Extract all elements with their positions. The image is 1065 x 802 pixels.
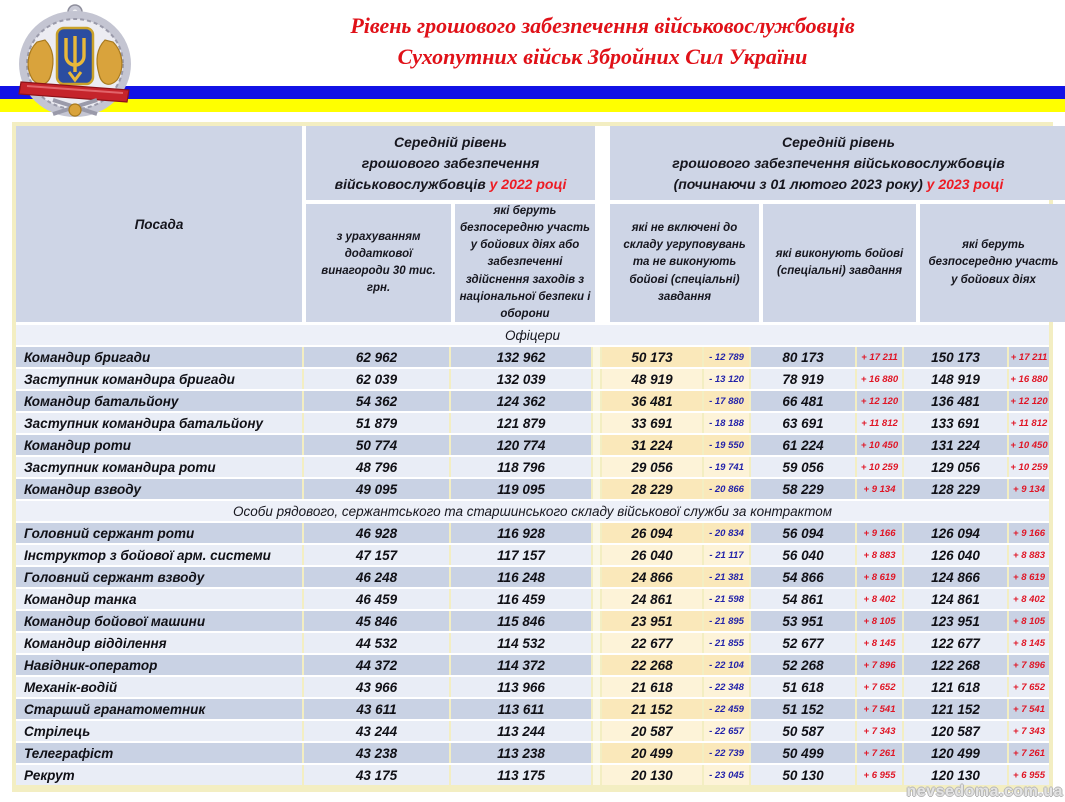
value-2022-combat: 116 459 bbox=[451, 589, 591, 609]
flag-stripe-yellow bbox=[0, 99, 1065, 112]
value-2023-combat: 136 481 bbox=[904, 391, 1007, 411]
table-row bbox=[16, 699, 1049, 719]
value-2023-excluded: 28 229 bbox=[602, 479, 702, 499]
group-spacer bbox=[593, 523, 600, 543]
value-2023-combat: 120 499 bbox=[904, 743, 1007, 763]
value-2022-base: 43 244 bbox=[304, 721, 449, 741]
position-label: Навідник-оператор bbox=[16, 655, 302, 675]
value-2022-combat: 115 846 bbox=[451, 611, 591, 631]
value-2023-combat: 126 094 bbox=[904, 523, 1007, 543]
value-2023-tasks: 56 094 bbox=[751, 523, 855, 543]
value-2023-tasks: 63 691 bbox=[751, 413, 855, 433]
delta-2023-combat: + 12 120 bbox=[1009, 391, 1049, 411]
position-label: Телеграфіст bbox=[16, 743, 302, 763]
delta-2023-combat: + 11 812 bbox=[1009, 413, 1049, 433]
page-title bbox=[150, 10, 1055, 72]
delta-2023-combat: + 8 619 bbox=[1009, 567, 1049, 587]
header-2023-tasks: які виконують бойові (спеціальні) завдання bbox=[763, 204, 916, 322]
value-2022-combat: 117 157 bbox=[451, 545, 591, 565]
table-row bbox=[16, 347, 1049, 367]
delta-2023-excluded: - 21 895 bbox=[704, 611, 749, 631]
table-row bbox=[16, 479, 1049, 499]
delta-2023-tasks: + 8 619 bbox=[857, 567, 902, 587]
delta-2023-tasks: + 7 343 bbox=[857, 721, 902, 741]
value-2023-tasks: 51 152 bbox=[751, 699, 855, 719]
table-row bbox=[16, 545, 1049, 565]
value-2022-combat: 132 039 bbox=[451, 369, 591, 389]
value-2023-combat: 128 229 bbox=[904, 479, 1007, 499]
group-spacer bbox=[593, 721, 600, 741]
value-2022-combat: 113 611 bbox=[451, 699, 591, 719]
value-2023-excluded: 26 040 bbox=[602, 545, 702, 565]
value-2022-base: 62 962 bbox=[304, 347, 449, 367]
value-2023-excluded: 20 499 bbox=[602, 743, 702, 763]
value-2022-combat: 113 244 bbox=[451, 721, 591, 741]
position-label: Механік-водій bbox=[16, 677, 302, 697]
delta-2023-tasks: + 7 261 bbox=[857, 743, 902, 763]
value-2023-combat: 148 919 bbox=[904, 369, 1007, 389]
delta-2023-excluded: - 21 855 bbox=[704, 633, 749, 653]
header-group-2022-l3: військовослужбовців bbox=[334, 175, 486, 192]
value-2023-excluded: 26 094 bbox=[602, 523, 702, 543]
header-group-2023-l1: Середній рівень bbox=[782, 133, 895, 150]
value-2023-tasks: 61 224 bbox=[751, 435, 855, 455]
value-2023-excluded: 31 224 bbox=[602, 435, 702, 455]
position-label: Командир відділення bbox=[16, 633, 302, 653]
value-2023-excluded: 33 691 bbox=[602, 413, 702, 433]
position-label: Командир бойової машини bbox=[16, 611, 302, 631]
value-2022-base: 43 238 bbox=[304, 743, 449, 763]
delta-2023-combat: + 16 880 bbox=[1009, 369, 1049, 389]
delta-2023-excluded: - 21 598 bbox=[704, 589, 749, 609]
value-2022-combat: 113 966 bbox=[451, 677, 591, 697]
delta-2023-combat: + 7 896 bbox=[1009, 655, 1049, 675]
table-row bbox=[16, 765, 1049, 785]
value-2022-base: 51 879 bbox=[304, 413, 449, 433]
delta-2023-tasks: + 7 896 bbox=[857, 655, 902, 675]
value-2023-combat: 124 861 bbox=[904, 589, 1007, 609]
value-2023-tasks: 52 677 bbox=[751, 633, 855, 653]
value-2022-base: 62 039 bbox=[304, 369, 449, 389]
value-2023-excluded: 24 866 bbox=[602, 567, 702, 587]
group-spacer bbox=[593, 743, 600, 763]
value-2023-tasks: 54 861 bbox=[751, 589, 855, 609]
value-2022-base: 48 796 bbox=[304, 457, 449, 477]
value-2023-combat: 121 618 bbox=[904, 677, 1007, 697]
value-2022-base: 43 966 bbox=[304, 677, 449, 697]
delta-2023-excluded: - 20 866 bbox=[704, 479, 749, 499]
value-2022-base: 49 095 bbox=[304, 479, 449, 499]
table-header bbox=[16, 126, 1059, 325]
position-label: Командир танка bbox=[16, 589, 302, 609]
delta-2023-combat: + 7 652 bbox=[1009, 677, 1049, 697]
group-spacer bbox=[593, 567, 600, 587]
value-2023-combat: 123 951 bbox=[904, 611, 1007, 631]
delta-2023-excluded: - 22 348 bbox=[704, 677, 749, 697]
value-2022-combat: 121 879 bbox=[451, 413, 591, 433]
value-2023-excluded: 22 677 bbox=[602, 633, 702, 653]
delta-2023-excluded: - 22 104 bbox=[704, 655, 749, 675]
delta-2023-excluded: - 12 789 bbox=[704, 347, 749, 367]
group-spacer bbox=[593, 479, 600, 499]
delta-2023-combat: + 9 166 bbox=[1009, 523, 1049, 543]
delta-2023-tasks: + 16 880 bbox=[857, 369, 902, 389]
delta-2023-excluded: - 22 657 bbox=[704, 721, 749, 741]
delta-2023-combat: + 8 883 bbox=[1009, 545, 1049, 565]
value-2022-combat: 114 372 bbox=[451, 655, 591, 675]
table-row bbox=[16, 435, 1049, 455]
header-2023-excluded: які не включені до складу угруповувань та не виконують бойові (спеціальні) завдання bbox=[610, 204, 759, 322]
table-row bbox=[16, 655, 1049, 675]
position-label: Головний сержант роти bbox=[16, 523, 302, 543]
position-label: Заступник командира бригади bbox=[16, 369, 302, 389]
value-2023-combat: 129 056 bbox=[904, 457, 1007, 477]
delta-2023-excluded: - 18 188 bbox=[704, 413, 749, 433]
value-2023-tasks: 52 268 bbox=[751, 655, 855, 675]
value-2022-base: 46 928 bbox=[304, 523, 449, 543]
value-2023-tasks: 51 618 bbox=[751, 677, 855, 697]
delta-2023-combat: + 10 450 bbox=[1009, 435, 1049, 455]
table-row bbox=[16, 523, 1049, 543]
group-spacer bbox=[593, 391, 600, 411]
delta-2023-tasks: + 17 211 bbox=[857, 347, 902, 367]
delta-2023-tasks: + 9 134 bbox=[857, 479, 902, 499]
value-2022-combat: 113 238 bbox=[451, 743, 591, 763]
position-label: Рекрут bbox=[16, 765, 302, 785]
page-title-line2: Сухопутних військ Збройних Сил України bbox=[397, 44, 808, 70]
section-header-row: Особи рядового, сержантського та старшинського складу військової служби за контрактом bbox=[16, 501, 1049, 521]
delta-2023-combat: + 9 134 bbox=[1009, 479, 1049, 499]
value-2023-tasks: 78 919 bbox=[751, 369, 855, 389]
delta-2023-excluded: - 20 834 bbox=[704, 523, 749, 543]
value-2023-excluded: 48 919 bbox=[602, 369, 702, 389]
value-2023-combat: 122 268 bbox=[904, 655, 1007, 675]
delta-2023-tasks: + 8 883 bbox=[857, 545, 902, 565]
group-spacer bbox=[593, 369, 600, 389]
table-row bbox=[16, 369, 1049, 389]
position-label: Заступник командира роти bbox=[16, 457, 302, 477]
value-2023-excluded: 20 130 bbox=[602, 765, 702, 785]
delta-2023-excluded: - 19 741 bbox=[704, 457, 749, 477]
value-2023-combat: 120 130 bbox=[904, 765, 1007, 785]
watermark: nevsedoma.com.ua bbox=[906, 783, 1063, 800]
delta-2023-combat: + 8 145 bbox=[1009, 633, 1049, 653]
delta-2023-excluded: - 17 880 bbox=[704, 391, 749, 411]
table-row bbox=[16, 677, 1049, 697]
value-2022-base: 47 157 bbox=[304, 545, 449, 565]
group-spacer bbox=[593, 677, 600, 697]
value-2023-tasks: 59 056 bbox=[751, 457, 855, 477]
value-2023-combat: 120 587 bbox=[904, 721, 1007, 741]
military-emblem-icon bbox=[13, 2, 137, 121]
header-group-2022-l2: грошового забезпечення bbox=[361, 154, 540, 171]
delta-2023-combat: + 7 343 bbox=[1009, 721, 1049, 741]
position-label: Старший гранатометник bbox=[16, 699, 302, 719]
header-posada: Посада bbox=[16, 126, 302, 322]
group-spacer bbox=[593, 347, 600, 367]
value-2022-base: 45 846 bbox=[304, 611, 449, 631]
table-row bbox=[16, 721, 1049, 741]
value-2023-excluded: 23 951 bbox=[602, 611, 702, 631]
group-spacer bbox=[593, 699, 600, 719]
value-2022-combat: 118 796 bbox=[451, 457, 591, 477]
header-group-2022-year: у 2022 році bbox=[489, 175, 567, 192]
group-spacer bbox=[593, 457, 600, 477]
delta-2023-combat: + 8 402 bbox=[1009, 589, 1049, 609]
position-label: Командир взводу bbox=[16, 479, 302, 499]
delta-2023-combat: + 10 259 bbox=[1009, 457, 1049, 477]
header-group-2022 bbox=[306, 126, 595, 200]
page-title-line1: Рівень грошового забезпечення військовослужбовців bbox=[350, 13, 855, 38]
group-spacer bbox=[593, 655, 600, 675]
value-2023-excluded: 21 618 bbox=[602, 677, 702, 697]
position-label: Командир роти bbox=[16, 435, 302, 455]
position-label: Інструктор з бойової арм. системи bbox=[16, 545, 302, 565]
value-2023-combat: 124 866 bbox=[904, 567, 1007, 587]
position-label: Стрілець bbox=[16, 721, 302, 741]
value-2023-combat: 126 040 bbox=[904, 545, 1007, 565]
delta-2023-combat: + 8 105 bbox=[1009, 611, 1049, 631]
table-row bbox=[16, 457, 1049, 477]
header-2022-base: з урахуванням додаткової винагороди 30 тис. грн. bbox=[306, 204, 451, 322]
value-2022-base: 43 611 bbox=[304, 699, 449, 719]
header-2023-combat: які беруть безпосередню участь у бойових діях bbox=[920, 204, 1065, 322]
value-2023-excluded: 20 587 bbox=[602, 721, 702, 741]
delta-2023-tasks: + 12 120 bbox=[857, 391, 902, 411]
position-label: Головний сержант взводу bbox=[16, 567, 302, 587]
value-2023-excluded: 36 481 bbox=[602, 391, 702, 411]
delta-2023-tasks: + 10 259 bbox=[857, 457, 902, 477]
value-2022-base: 46 459 bbox=[304, 589, 449, 609]
table-row bbox=[16, 567, 1049, 587]
value-2023-tasks: 80 173 bbox=[751, 347, 855, 367]
delta-2023-excluded: - 23 045 bbox=[704, 765, 749, 785]
value-2023-tasks: 58 229 bbox=[751, 479, 855, 499]
delta-2023-tasks: + 11 812 bbox=[857, 413, 902, 433]
value-2023-combat: 150 173 bbox=[904, 347, 1007, 367]
value-2023-tasks: 53 951 bbox=[751, 611, 855, 631]
group-spacer bbox=[593, 545, 600, 565]
value-2023-tasks: 54 866 bbox=[751, 567, 855, 587]
group-spacer bbox=[593, 633, 600, 653]
value-2022-combat: 116 248 bbox=[451, 567, 591, 587]
delta-2023-excluded: - 13 120 bbox=[704, 369, 749, 389]
top-banner bbox=[0, 0, 1065, 122]
value-2023-excluded: 29 056 bbox=[602, 457, 702, 477]
section-header-row: Офіцери bbox=[16, 325, 1049, 345]
value-2023-combat: 133 691 bbox=[904, 413, 1007, 433]
value-2022-combat: 120 774 bbox=[451, 435, 591, 455]
header-group-2023 bbox=[610, 126, 1065, 200]
delta-2023-excluded: - 22 459 bbox=[704, 699, 749, 719]
delta-2023-tasks: + 8 402 bbox=[857, 589, 902, 609]
group-spacer bbox=[593, 611, 600, 631]
value-2023-tasks: 50 499 bbox=[751, 743, 855, 763]
value-2023-combat: 121 152 bbox=[904, 699, 1007, 719]
table-row bbox=[16, 413, 1049, 433]
header-group-2023-year: у 2023 році bbox=[926, 175, 1004, 192]
value-2022-combat: 113 175 bbox=[451, 765, 591, 785]
delta-2023-combat: + 17 211 bbox=[1009, 347, 1049, 367]
table-row bbox=[16, 743, 1049, 763]
header-2022-combat: які беруть безпосередню участь у бойових діях або забезпеченні здійснення заходів з національної безпеки і оборони bbox=[455, 204, 595, 322]
delta-2023-combat: + 7 541 bbox=[1009, 699, 1049, 719]
group-spacer bbox=[593, 413, 600, 433]
delta-2023-excluded: - 21 381 bbox=[704, 567, 749, 587]
header-group-2022-l1: Середній рівень bbox=[394, 133, 507, 150]
delta-2023-tasks: + 7 652 bbox=[857, 677, 902, 697]
value-2022-combat: 124 362 bbox=[451, 391, 591, 411]
delta-2023-tasks: + 8 145 bbox=[857, 633, 902, 653]
value-2022-base: 46 248 bbox=[304, 567, 449, 587]
flag-stripe-blue bbox=[0, 86, 1065, 99]
table-row bbox=[16, 633, 1049, 653]
position-label: Командир бригади bbox=[16, 347, 302, 367]
delta-2023-combat: + 6 955 bbox=[1009, 765, 1049, 785]
delta-2023-excluded: - 22 739 bbox=[704, 743, 749, 763]
value-2023-tasks: 50 587 bbox=[751, 721, 855, 741]
delta-2023-excluded: - 21 117 bbox=[704, 545, 749, 565]
value-2022-base: 50 774 bbox=[304, 435, 449, 455]
delta-2023-tasks: + 10 450 bbox=[857, 435, 902, 455]
delta-2023-tasks: + 7 541 bbox=[857, 699, 902, 719]
position-label: Командир батальйону bbox=[16, 391, 302, 411]
value-2023-combat: 122 677 bbox=[904, 633, 1007, 653]
table-body bbox=[16, 325, 1049, 785]
table-row bbox=[16, 589, 1049, 609]
group-spacer bbox=[593, 589, 600, 609]
value-2023-excluded: 24 861 bbox=[602, 589, 702, 609]
position-label: Заступник командира батальйону bbox=[16, 413, 302, 433]
value-2023-excluded: 22 268 bbox=[602, 655, 702, 675]
table-row bbox=[16, 611, 1049, 631]
delta-2023-tasks: + 8 105 bbox=[857, 611, 902, 631]
value-2022-base: 44 532 bbox=[304, 633, 449, 653]
value-2022-base: 44 372 bbox=[304, 655, 449, 675]
delta-2023-combat: + 7 261 bbox=[1009, 743, 1049, 763]
group-spacer bbox=[593, 435, 600, 455]
value-2023-excluded: 21 152 bbox=[602, 699, 702, 719]
value-2022-base: 54 362 bbox=[304, 391, 449, 411]
table-row bbox=[16, 391, 1049, 411]
value-2023-excluded: 50 173 bbox=[602, 347, 702, 367]
value-2023-tasks: 56 040 bbox=[751, 545, 855, 565]
group-spacer bbox=[593, 765, 600, 785]
value-2022-combat: 116 928 bbox=[451, 523, 591, 543]
value-2022-combat: 119 095 bbox=[451, 479, 591, 499]
value-2023-tasks: 50 130 bbox=[751, 765, 855, 785]
header-group-2023-l2: грошового забезпечення військовослужбовців bbox=[672, 154, 1005, 171]
value-2022-base: 43 175 bbox=[304, 765, 449, 785]
value-2023-combat: 131 224 bbox=[904, 435, 1007, 455]
delta-2023-tasks: + 6 955 bbox=[857, 765, 902, 785]
delta-2023-excluded: - 19 550 bbox=[704, 435, 749, 455]
header-group-spacer bbox=[599, 126, 606, 322]
value-2023-tasks: 66 481 bbox=[751, 391, 855, 411]
header-group-2023-l3: (починаючи з 01 лютого 2023 року) bbox=[673, 175, 923, 192]
value-2022-combat: 114 532 bbox=[451, 633, 591, 653]
value-2022-combat: 132 962 bbox=[451, 347, 591, 367]
delta-2023-tasks: + 9 166 bbox=[857, 523, 902, 543]
